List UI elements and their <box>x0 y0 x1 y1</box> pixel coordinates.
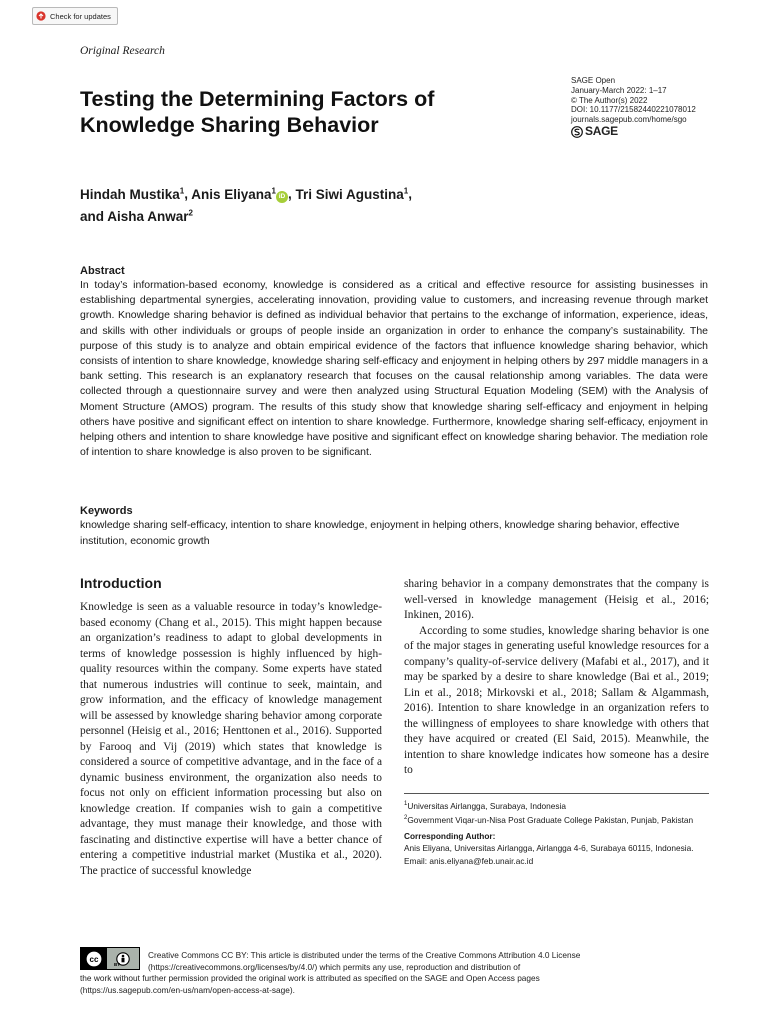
footnotes <box>404 798 709 867</box>
license-line-3: the work without further permission provided the original work is attributed as specified on the SAGE and Open Access pages <box>80 973 540 983</box>
keywords-text: knowledge sharing self-efficacy, intention to share knowledge, enjoyment in helping others, knowledge sharing behavior, effective institution, economic growth <box>80 519 680 547</box>
author-2[interactable]: Anis Eliyana$^1$ <box>191 186 276 202</box>
orcid-icon[interactable]: iD <box>276 191 288 203</box>
author-list: Hindah Mustika$^1$, Anis Eliyana$^1$iD , Tri Siwi Agustina$^1$, and Aisha Anwar$^2$ <box>80 186 412 224</box>
journal-doi[interactable]: DOI: 10.1177/21582440221078012 <box>571 105 696 115</box>
sage-logo-text: SAGE <box>585 124 618 139</box>
journal-info <box>571 76 696 138</box>
corresponding-author-heading: Corresponding Author: <box>404 831 496 842</box>
author-1[interactable]: Hindah Mustika$^1$ <box>80 186 185 202</box>
cc-icon-label: cc <box>89 954 99 964</box>
corresponding-author-email[interactable]: Email: anis.eliyana@feb.unair.ac.id <box>404 855 534 866</box>
corresponding-author-address: Anis Eliyana, Universitas Airlangga, Airlangga 4-6, Surabaya 60115, Indonesia. <box>404 843 694 854</box>
affiliation-2: $^2$Government Viqar-un-Nisa Post Graduate College Pakistan, Punjab, Pakistan <box>404 814 694 825</box>
intro-paragraph-1: Knowledge is seen as a valuable resource in today’s knowledge-based economy (Chang et al., 2015). This might happen because an organization’s readiness to adapt to global developments in terms of knowledge possession is highly influenced by high-quality resources within the company. Some experts have stated that numerous industries will continue to seek, maintain, and grow information, and the efficacy of knowledge management will be assessed by knowledge sharing behavior among corporate personnel (Heisig et al., 2016; Henttonen et al., 2016). Supported by Farooq and Vij (2019) which states that knowledge is considered a source of competitive advantage, and in the face of a dynamic business environment, the organization also needs to focus not only on efficient information processing but also on knowledge creation. If companies wish to gain a competitive advantage, they must manage their knowledge, and those with fascinating and distinctive expertise will have a better chance of entering a competitive industrial market (Mustika et al., 2020). The practice of successful knowledge <box>80 601 382 877</box>
section-label: Original Research <box>80 45 165 57</box>
journal-url[interactable]: journals.sagepub.com/home/sgo <box>571 115 687 125</box>
by-label: BY <box>114 962 121 967</box>
introduction-heading: Introduction <box>80 575 162 591</box>
abstract-heading: Abstract <box>80 265 125 277</box>
intro-paragraph-3: According to some studies, knowledge sharing behavior is one of the major stages in generating useful knowledge resources for a company’s quality-of-service delivery (Mafabi et al., 2017), and it may be sparked by a desire to share knowledge (Bai et al., 2019; Lin et al., 2018; Mirkovski et al., 2018; Sallam & Algammash, 2016). Intention to share knowledge in an organization refers to the willingness of employees to share knowledge with others that they have acquired or created (El Said, 2015). Meanwhile, the intention to share knowledge indicates how someone has a desire to <box>404 624 709 776</box>
author-3[interactable]: Tri Siwi Agustina$^1$ <box>295 186 409 202</box>
affiliation-1: $^1$Universitas Airlangga, Surabaya, Indonesia <box>404 800 567 811</box>
journal-issue: January-March 2022: 1–17 <box>571 85 667 95</box>
license-line-4[interactable]: (https://us.sagepub.com/en-us/nam/open-access-at-sage). <box>80 984 295 995</box>
journal-name: SAGE Open <box>571 76 616 85</box>
check-for-updates-button[interactable] <box>32 7 118 25</box>
check-for-updates-label: Check for updates <box>50 11 111 21</box>
license-text <box>80 950 710 996</box>
sage-logo-icon <box>571 126 583 138</box>
license-line-2[interactable]: (https://creativecommons.org/licenses/by/4.0/) which permits any use, reproduction and distribution of <box>148 961 521 972</box>
footnote-divider <box>404 793 709 794</box>
update-icon <box>36 11 46 21</box>
abstract-text: In today’s information-based economy, knowledge is considered as a critical and effective resource for assisting businesses in establishing departmental synergies, accelerating innovation, providing value to customers, and increasing revenue through market growth. Knowledge sharing behavior is defined as individual behavior that pertains to the exchange of information, experience, ideas, and skills with other individuals or groups of people inside an organization in order to enhance the company’s sustainability. The purpose of this study is to analyze and obtain empirical evidence of the factors that influence knowledge sharing behavior, which consists of intention to share knowledge, knowledge sharing self-efficacy and enjoyment in helping others by 297 middle managers in a bank setting. This research is an explanatory research that focuses on the causal relationship among variables. The data were collected through a questionnaire survey and were then analyzed using Structural Equation Modeling (SEM) with the Analysis of Moment Structure (AMOS) program. The results of this study show that knowledge sharing self-efficacy and enjoyment in helping others have positive and significant effect on intention to share knowledge. Furthermore, knowledge sharing self-efficacy, enjoyment in helping others and intention to share knowledge have positive and significant effect on knowledge sharing behavior. The mediation role of intention to share knowledge is also proven to be significant. <box>80 279 708 459</box>
sage-logo <box>571 126 696 138</box>
intro-paragraph-2: sharing behavior in a company demonstrates that the company is well-versed in knowledge management (Heisig et al., 2016; Inkinen, 2016). <box>404 578 709 621</box>
journal-copyright: © The Author(s) 2022 <box>571 95 648 105</box>
article-title: Testing the Determining Factors of Knowledge Sharing Behavior <box>80 87 435 137</box>
intro-left-column <box>80 600 382 879</box>
keywords-heading: Keywords <box>80 505 133 517</box>
license-line-1: Creative Commons CC BY: This article is distributed under the terms of the Creative Commons Attribution 4.0 License <box>148 950 581 960</box>
intro-right-column <box>404 577 709 779</box>
author-4[interactable]: and Aisha Anwar$^2$ <box>80 208 193 224</box>
